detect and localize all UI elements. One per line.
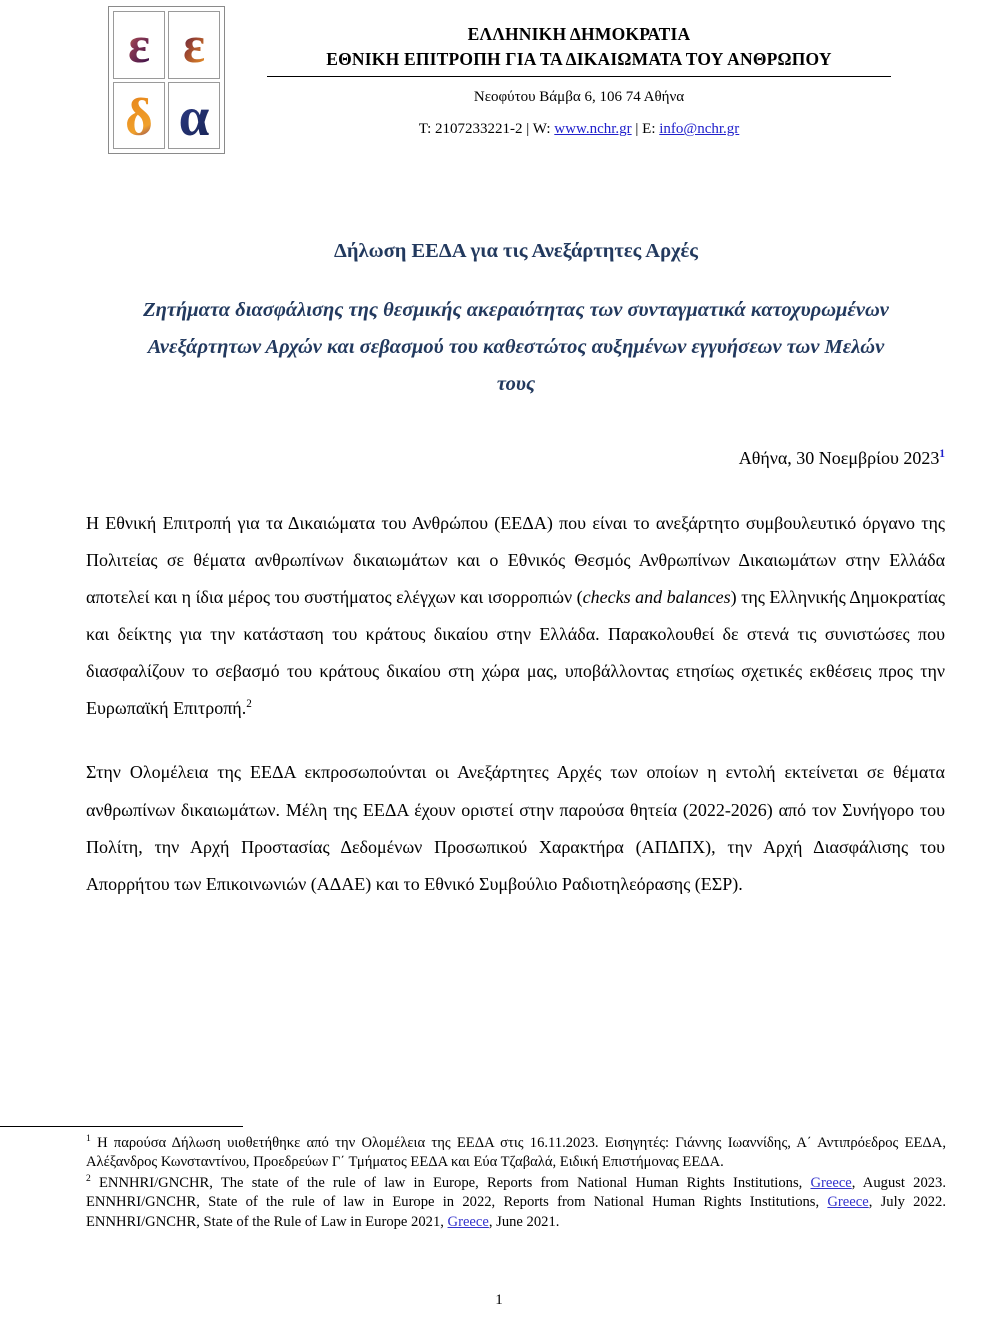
letterhead-text [262, 22, 896, 140]
footnote-2 [86, 1174, 946, 1232]
dateline-footnote-marker[interactable]: 1 [939, 448, 945, 460]
logo-letter-epsilon-icon [169, 12, 219, 78]
organization-address: Νεοφύτου Βάμβα 6, 106 74 Αθήνα [473, 88, 685, 105]
footnote-2-link-greece-2[interactable]: Greece [827, 1194, 869, 1211]
organization-name-line: ΕΘΝΙΚΗ ΕΠΙΤΡΟΠΗ ΓΙΑ ΤΑ ΔΙΚΑΙΩΜΑΤΑ ΤΟΥ ΑΝΘΡΩΠΟΥ [326, 48, 832, 69]
svg-text:ε: ε [182, 17, 206, 75]
footnote-2-link-greece-3[interactable]: Greece [447, 1213, 489, 1230]
footnote-2-marker: 2 [86, 1172, 91, 1184]
organization-country-line: ΕΛΛΗΝΙΚΗ ΔΗΜΟΚΡΑΤΙΑ [467, 24, 691, 44]
email-label: E: [642, 121, 660, 138]
paragraph-1-segment-2: ) της Ελληνικής Δημοκρατίας και δείκτης για την κατάσταση του κράτους δικαίου στην Ελλάδα. Παρακολουθεί δε στενά τις συνιστώσες που διασφαλίζουν το σεβασμό του κράτους δικαίου στη χώρα μας, υποβάλλοντας ετησίως σχετικές εκθέσεις προς την Ευρωπαϊκή Επιτροπή. [86, 587, 945, 719]
contact-separator-1: | [522, 121, 533, 138]
letterhead [0, 0, 998, 170]
letterhead-divider [267, 76, 891, 77]
logo-cell-epsilon-1 [113, 11, 165, 79]
footnote-2-segment-4: , June 2021. [488, 1213, 560, 1230]
logo-cell-delta [113, 82, 165, 150]
logo-letter-delta-icon [114, 83, 164, 149]
dateline-text: Αθήνα, 30 Νοεμβρίου 2023 [738, 448, 940, 468]
svg-text:α: α [178, 85, 210, 147]
paragraph-1-footnote-marker[interactable]: 2 [246, 698, 252, 711]
body-paragraph-2: Στην Ολομέλεια της ΕΕΔΑ εκπροσωπούνται οι Ανεξάρτητες Αρχές των οποίων η εντολή εκτείνεται σε θέματα ανθρωπίνων δικαιωμάτων. Μέλη της ΕΕΔΑ έχουν οριστεί στην παρούσα θητεία (2022-2026) από τον Συνήγορο του Πολίτη, την Αρχή Προστασίας Δεδομένων Προσωπικού Χαρακτήρα (ΑΠΔΠΧ), την Αρχή Διασφάλισης του Απορρήτου των Επικοινωνιών (ΑΔΑΕ) και το Εθνικό Συμβούλιο Ραδιοτηλεόρασης (ΕΣΡ). [86, 762, 945, 894]
paragraph-1-segment-1: Η Εθνική Επιτροπή για τα Δικαιώματα του Ανθρώπου (ΕΕΔΑ) που είναι το ανεξάρτητο συμβουλευτικό όργανο της Πολιτείας σε θέματα ανθρωπίνων δικαιωμάτων και ο Εθνικός Θεσμός Ανθρωπίνων Δικαιωμάτων στην Ελλάδα αποτελεί και η ίδια μέρος του συστήματος ελέγχων και ισορροπιών ( [86, 513, 945, 608]
document-title: Δήλωση ΕΕΔΑ για τις Ανεξάρτητες Αρχές [334, 240, 698, 262]
page-number: 1 [495, 1292, 503, 1308]
email-link[interactable]: info@nchr.gr [659, 121, 740, 138]
logo-letter-alpha-icon [169, 83, 219, 149]
svg-text:ε: ε [127, 17, 151, 75]
document-body [86, 505, 945, 930]
paragraph-1-italic-term: checks and balances [582, 587, 731, 608]
footnote-2-link-greece-1[interactable]: Greece [810, 1174, 852, 1191]
phone-text: T: 2107233221-2 [418, 121, 523, 138]
eeda-logo [108, 6, 225, 154]
website-link[interactable]: www.nchr.gr [554, 121, 632, 138]
logo-cell-epsilon-2 [168, 11, 220, 79]
logo-cell-alpha [168, 82, 220, 150]
body-paragraph-1 [86, 505, 945, 727]
logo-letter-epsilon-icon [114, 12, 164, 78]
footnote-1-marker: 1 [86, 1133, 91, 1145]
footnote-separator [0, 1126, 243, 1127]
organization-contact [262, 120, 896, 140]
footnote-2-segment-3: , July 2022. ENNHRI/GNCHR, State of the Rule of Law in Europe 2021, [86, 1194, 947, 1230]
footnote-2-segment-2: , August 2023. ENNHRI/GNCHR, State of the rule of law in Europe in 2022, Reports from National Human Rights Institutions, [86, 1174, 946, 1211]
footnote-1-text: Η παρούσα Δήλωση υιοθετήθηκε από την Ολομέλεια της ΕΕΔΑ στις 16.11.2023. Εισηγητές: Γιάννης Ιωαννίδης, Α΄ Αντιπρόεδρος ΕΕΔΑ, Αλέξανδρος Κωνσταντίνου, Προεδρεύων Γ΄ Τμήματος ΕΕΔΑ και Εύα Τζαβαλά, Ειδική Επιστήμονας ΕΕΔΑ. [86, 1135, 946, 1171]
dateline [86, 448, 945, 469]
svg-text:δ: δ [125, 86, 153, 147]
footnotes-area [86, 1134, 946, 1232]
title-block [86, 238, 946, 404]
footnote-1 [86, 1134, 946, 1173]
contact-separator-2: | [631, 121, 643, 138]
footnote-2-segment-1: ENNHRI/GNCHR, The state of the rule of law in Europe, Reports from National Human Rights Institutions, [99, 1174, 811, 1191]
website-label: W: [532, 121, 555, 138]
document-subtitle: Ζητήματα διασφάλισης της θεσμικής ακεραιότητας των συνταγματικά κατοχυρωμένων Ανεξάρτητων Αρχών και σεβασμού του καθεστώτος αυξημένων εγγυήσεων των Μελών τους [143, 298, 889, 396]
